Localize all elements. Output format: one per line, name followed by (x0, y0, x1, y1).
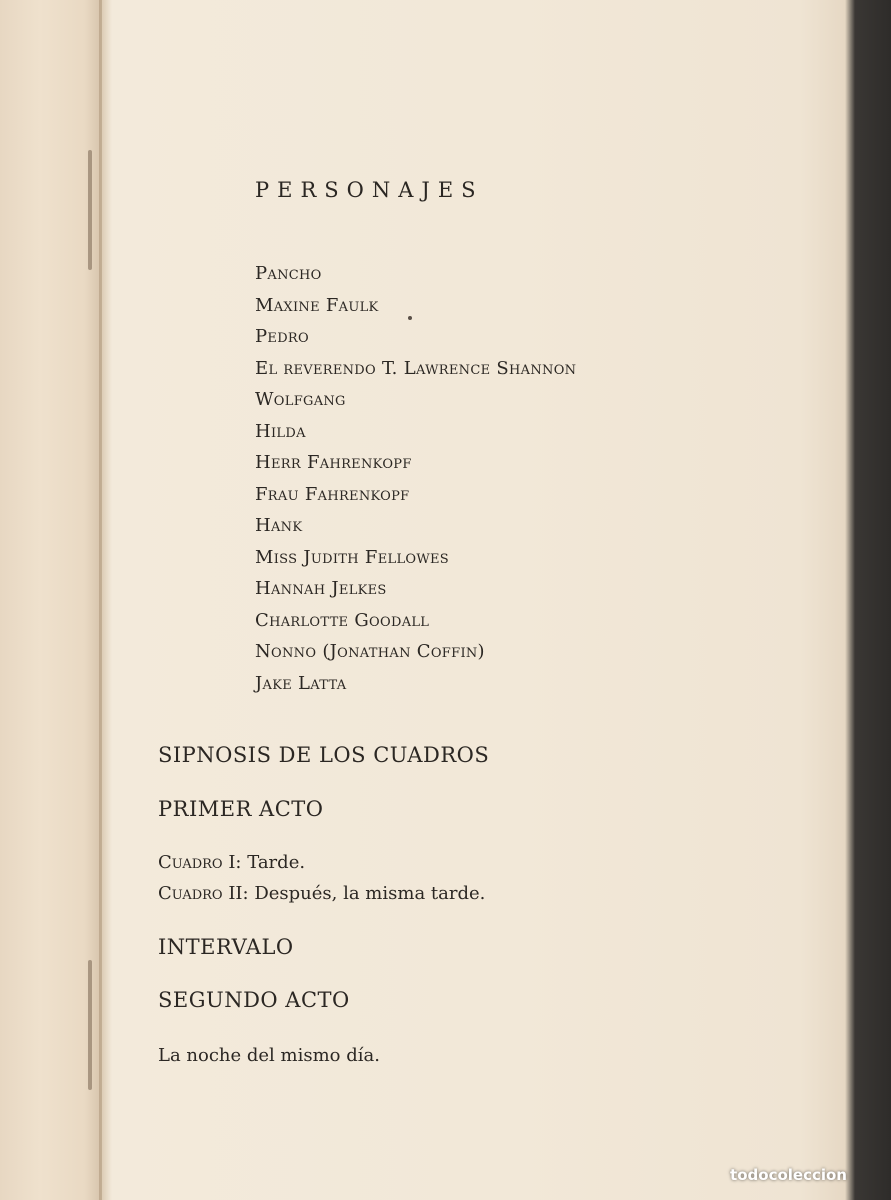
scene-number: I: (222, 852, 242, 873)
cast-item: Miss Judith Fellowes (255, 546, 449, 568)
scene-text: Después, la misma tarde. (248, 883, 486, 904)
cast-item: Pedro (255, 326, 309, 347)
cast-item: Hannah Jelkes (255, 578, 387, 599)
synopsis-title: SIPNOSIS DE LOS CUADROS (158, 743, 490, 767)
act2-title: SEGUNDO ACTO (158, 988, 350, 1012)
scene-label: Cuadro (158, 852, 223, 873)
cast-heading: PERSONAJES (255, 178, 484, 202)
scene-label: Cuadro (158, 883, 223, 904)
cast-item: Hank (255, 515, 303, 536)
act1-scene-2 (158, 883, 485, 904)
binding-stitch-top (88, 150, 92, 270)
watermark: todocoleccion (730, 1166, 847, 1184)
act2-description: La noche del mismo día. (158, 1045, 380, 1066)
cast-item: Herr Fahrenkopf (255, 452, 412, 473)
act1-scene-1 (158, 852, 305, 873)
cast-item: Pancho (255, 263, 322, 284)
scene-number: II: (222, 883, 249, 904)
cast-item: Nonno (Jonathan Coffin) (255, 641, 485, 662)
page-spine-shadow (99, 0, 102, 1200)
binding-stitch-bottom (88, 960, 92, 1090)
cast-item: Charlotte Goodall (255, 609, 430, 631)
cast-item: Frau Fahrenkopf (255, 483, 410, 505)
cast-item: Wolfgang (255, 389, 346, 410)
cast-item: Jake Latta (255, 672, 347, 694)
interval-title: INTERVALO (158, 935, 294, 959)
scene-text: Tarde. (241, 852, 306, 873)
cast-list (255, 258, 576, 699)
cast-item: Maxine Faulk (255, 294, 379, 316)
act1-title: PRIMER ACTO (158, 797, 324, 821)
cast-item: El reverendo T. Lawrence Shannon (255, 357, 577, 379)
cast-item: Hilda (255, 420, 306, 442)
